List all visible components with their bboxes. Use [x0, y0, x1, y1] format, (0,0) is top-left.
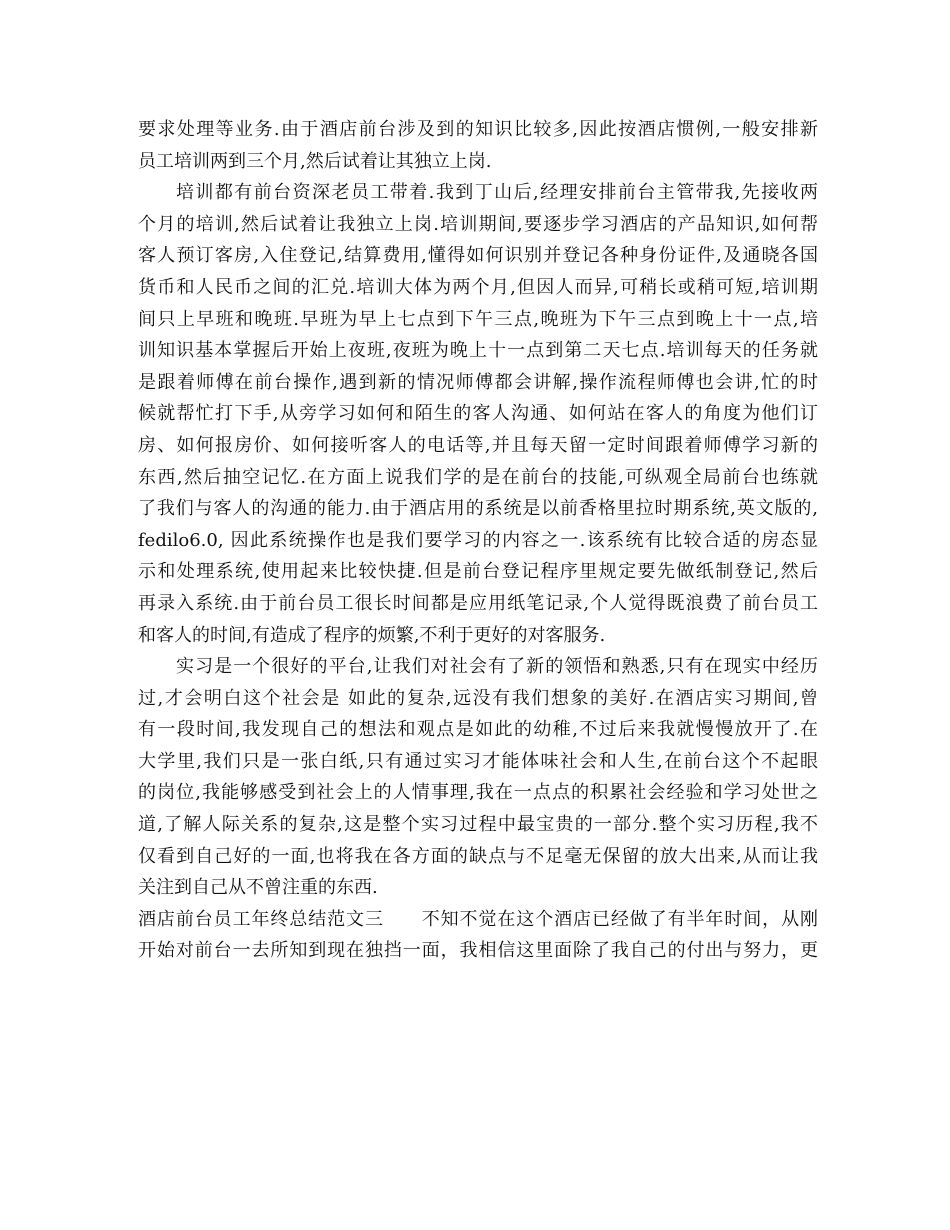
text-line: 员工培训两到三个月,然后试着让其独立上岗. — [138, 150, 492, 172]
text-line: 要求处理等业务.由于酒店前台涉及到的知识比较多,因此按酒店惯例,一般安排新 — [138, 119, 818, 140]
text-line: 示和处理系统,使用起来比较快捷.但是前台登记程序里规定要先做纸制登记,然后 — [138, 561, 818, 583]
text-line: 训知识基本掌握后开始上夜班,夜班为晚上十一点到第二天七点.培训每天的任务就 — [138, 340, 818, 362]
text-line: 开始对前台一去所知到现在独挡一面，我相信这里面除了我自己的付出与努力，更 — [138, 940, 818, 962]
text-line: 客人预订客房,入住登记,结算费用,懂得如何识别并登记各种身份证件,及通晓各国 — [138, 245, 818, 267]
text-line: fedilo6.0, 因此系统操作也是我们要学习的内容之一.该系统有比较合适的房态显 — [138, 529, 818, 551]
text-line: 过,才会明白这个社会是 如此的复杂,远没有我们想象的美好.在酒店实习期间,曾 — [138, 687, 818, 709]
text-line: 候就帮忙打下手,从旁学习如何和陌生的客人沟通、如何站在客人的角度为他们订 — [138, 403, 818, 425]
text-line: 有一段时间,我发现自己的想法和观点是如此的幼稚,不过后来我就慢慢放开了.在 — [138, 719, 818, 741]
text-line: 酒店前台员工年终总结范文三 不知不觉在这个酒店已经做了有半年时间，从刚 — [138, 908, 818, 930]
text-line: 关注到自己从不曾注重的东西. — [138, 877, 378, 899]
text-line: 实习是一个很好的平台,让我们对社会有了新的领悟和熟悉,只有在现实中经历 — [176, 656, 818, 678]
document-body — [138, 114, 818, 967]
text-line: 的岗位,我能够感受到社会上的人情事理,我在一点点的积累社会经验和学习处世之 — [138, 782, 818, 804]
text-line: 个月的培训,然后试着让我独立上岗.培训期间,要逐步学习酒店的产品知识,如何帮 — [138, 213, 818, 235]
text-line: 大学里,我们只是一张白纸,只有通过实习才能体味社会和人生,在前台这个不起眼 — [138, 750, 818, 772]
text-line: 培训都有前台资深老员工带着.我到丁山后,经理安排前台主管带我,先接收两 — [176, 182, 818, 204]
text-line: 货币和人民币之间的汇兑.培训大体为两个月,但因人而异,可稍长或稍可短,培训期 — [138, 276, 818, 298]
text-line: 房、如何报房价、如何接听客人的电话等,并且每天留一定时间跟着师傅学习新的 — [138, 434, 818, 456]
text-line: 和客人的时间,有造成了程序的烦繁,不利于更好的对客服务. — [138, 624, 606, 646]
text-line: 了我们与客人的沟通的能力.由于酒店用的系统是以前香格里拉时期系统,英文版的, — [138, 498, 818, 520]
text-line: 道,了解人际关系的复杂,这是整个实习过程中最宝贵的一部分.整个实习历程,我不 — [138, 814, 818, 836]
text-line: 间只上早班和晚班.早班为早上七点到下午三点,晚班为下午三点到晚上十一点,培 — [138, 308, 818, 330]
text-line: 是跟着师傅在前台操作,遇到新的情况师傅都会讲解,操作流程师傅也会讲,忙的时 — [138, 371, 818, 393]
text-line: 仅看到自己好的一面,也将我在各方面的缺点与不足毫无保留的放大出来,从而让我 — [138, 845, 818, 867]
text-line: 再录入系统.由于前台员工很长时间都是应用纸笔记录,个人觉得既浪费了前台员工 — [138, 592, 818, 614]
text-line: 东西,然后抽空记忆.在方面上说我们学的是在前台的技能,可纵观全局前台也练就 — [138, 466, 818, 488]
